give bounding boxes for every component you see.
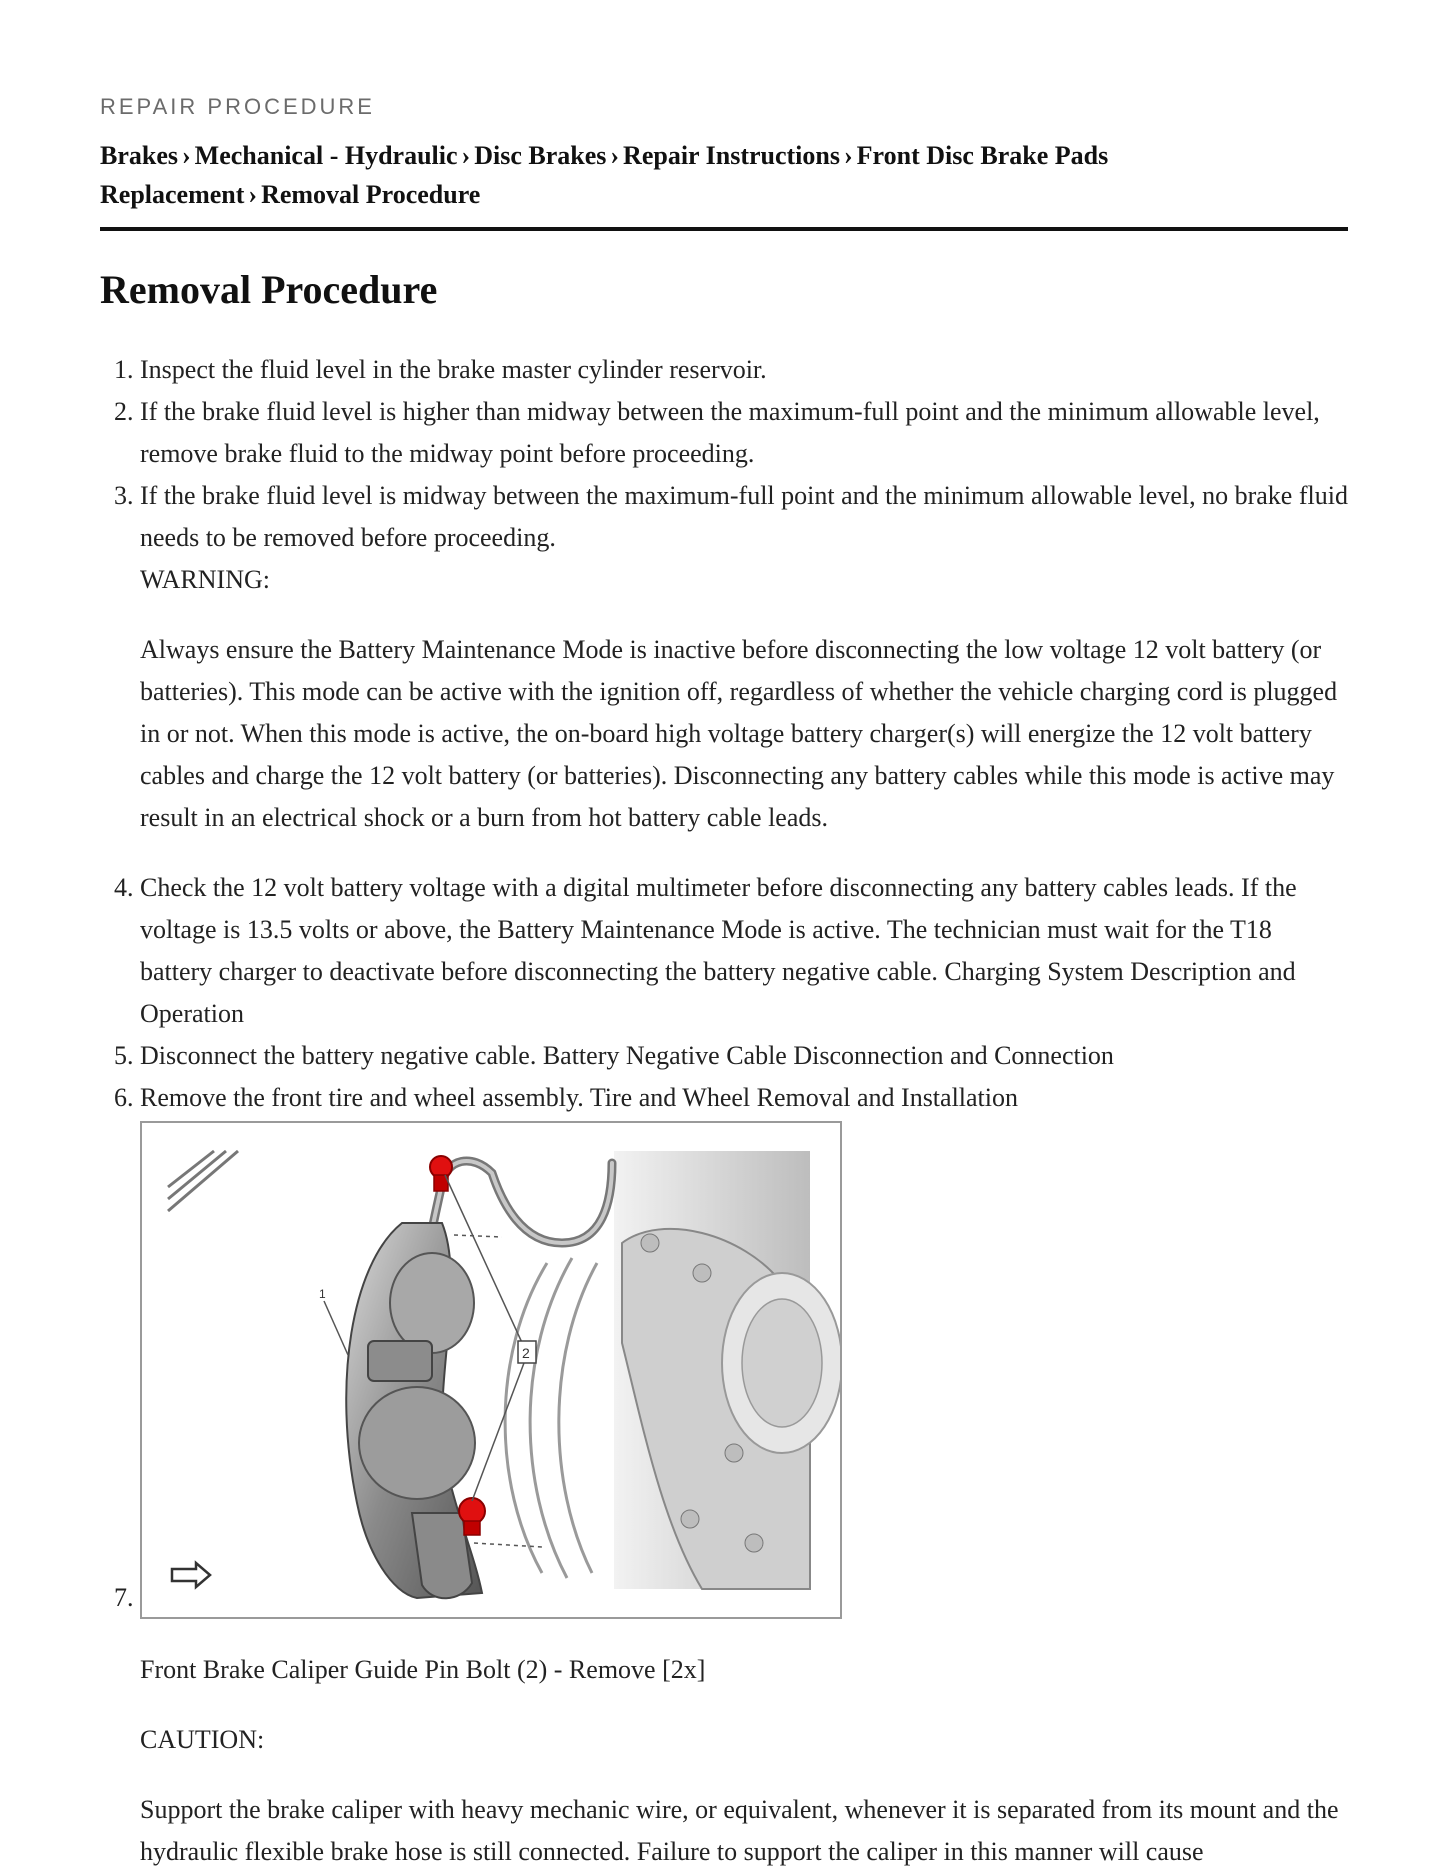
step-4 (140, 867, 1348, 1035)
breadcrumb-item-pads-replacement[interactable]: Front Disc Brake Pads Replacement (100, 141, 1109, 209)
header-divider (100, 227, 1348, 231)
step-1 (140, 349, 1348, 391)
view-arrow-icon (172, 1563, 210, 1587)
brake-caliper (346, 1223, 482, 1598)
step-7 (140, 1119, 1348, 1873)
caution-text: Support the brake caliper with heavy mechanic wire, or equivalent, whenever it is separated from its mount and the hydraulic flexible brake hose is still connected. Failure to support the caliper in this manner will cause (140, 1795, 1339, 1866)
steering-knuckle (614, 1151, 840, 1589)
breadcrumb-item-brakes[interactable]: Brakes (100, 141, 178, 170)
callout-1: 7. 1 (319, 1287, 326, 1301)
corner-hatch (168, 1151, 238, 1211)
caliper-drawing (142, 1123, 840, 1617)
page-title: Removal Procedure (100, 267, 438, 312)
step-3 (140, 475, 1348, 839)
step-text: If the brake fluid level is midway between the maximum-full point and the minimum allowable level, no brake fluid needs to be removed before proceeding. (140, 481, 1348, 552)
warning-text: Always ensure the Battery Maintenance Mode is inactive before disconnecting the low voltage 12 volt battery (or batteries). This mode can be active with the ignition off, regardless of whether the vehicle charging cord is plugged in or not. When this mode is active, the on-board high voltage battery charger(s) will energize the 12 volt battery cables and charge the 12 volt battery (or batteries). Disconnecting any battery cables while this mode is active may result in an electrical shock or a burn from hot battery cable leads. (140, 635, 1338, 832)
step-text: Inspect the fluid level in the brake master cylinder reservoir. (140, 355, 767, 384)
brake-rotor (505, 1258, 597, 1578)
step-text: Check the 12 volt battery voltage with a digital multimeter before disconnecting any battery cables leads. If the voltage is 13.5 volts or above, the Battery Maintenance Mode is active. The technician must wait for the T18 battery charger to deactivate before disconnecting the battery negative cable. Charging System Description and Operation (140, 873, 1297, 1028)
step-2 (140, 391, 1348, 475)
breadcrumb-item-mechanical-hydraulic[interactable]: Mechanical - Hydraulic (194, 141, 458, 170)
breadcrumb (100, 136, 1350, 214)
step-text: Disconnect the battery negative cable. Battery Negative Cable Disconnection and Connection (140, 1041, 1114, 1070)
breadcrumb-item-disc-brakes[interactable]: Disc Brakes (474, 141, 607, 170)
guide-pin-bolt-upper (430, 1156, 452, 1191)
breadcrumb-item-removal-procedure[interactable]: Removal Procedure (261, 180, 481, 209)
breadcrumb-item-repair-instructions[interactable]: Repair Instructions (623, 141, 840, 170)
breadcrumb-separator: › (843, 141, 853, 170)
step-5 (140, 1035, 1348, 1077)
caution-label: CAUTION: (140, 1725, 265, 1754)
procedure-steps (100, 349, 1348, 1873)
breadcrumb-separator: › (182, 141, 191, 170)
caliper-illustration (140, 1121, 842, 1619)
breadcrumb-separator: › (248, 180, 258, 209)
warning-label: WARNING: (140, 565, 270, 594)
breadcrumb-separator: › (461, 141, 471, 170)
figure-caption: Front Brake Caliper Guide Pin Bolt (2) - Remove [2x] (140, 1655, 706, 1684)
section-eyebrow: REPAIR PROCEDURE (100, 94, 375, 119)
step-text: If the brake fluid level is higher than midway between the maximum-full point and the minimum allowable level, remove brake fluid to the midway point before proceeding. (140, 397, 1320, 468)
breadcrumb-separator: › (610, 141, 620, 170)
step-6 (140, 1077, 1348, 1119)
step-text: Remove the front tire and wheel assembly. Tire and Wheel Removal and Installation (140, 1083, 1019, 1112)
callout-2: 2 (522, 1345, 530, 1361)
